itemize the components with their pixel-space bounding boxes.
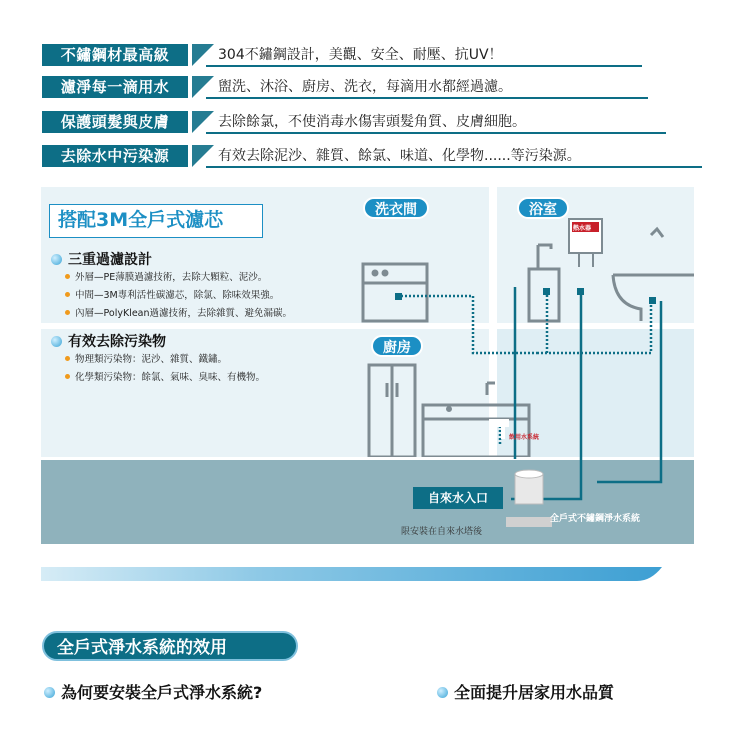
feature-tag: 保護頭髮與皮膚 bbox=[42, 111, 188, 133]
panel-title: 搭配3M全戶式濾芯 bbox=[58, 209, 224, 231]
tag-notch bbox=[192, 44, 214, 66]
divider-gradient-bar bbox=[41, 567, 662, 581]
diagram-illustration bbox=[41, 187, 694, 544]
feature-text: 304不鏽鋼設計，美觀、安全、耐壓、抗UV！ bbox=[218, 47, 503, 63]
question-improve-quality: 全面提升居家用水品質 bbox=[437, 680, 614, 703]
list-item: 物理類污染物：泥沙、雜質、鐵鏽。 bbox=[65, 351, 227, 365]
drinking-system-label: 飲用水系統 bbox=[509, 434, 540, 441]
feature-tag: 去除水中污染源 bbox=[42, 145, 188, 167]
water-heater-label: 熱水器 bbox=[573, 225, 592, 232]
feature-tag: 濾淨每一滴用水 bbox=[42, 76, 188, 98]
filter-panel-title-box bbox=[49, 204, 263, 238]
valve-marker bbox=[577, 288, 584, 295]
bullet-dot-icon bbox=[51, 336, 62, 347]
orange-dot-icon bbox=[65, 356, 70, 361]
list-item: 內層—PolyKlean過濾技術，去除雜質、避免漏碳。 bbox=[65, 305, 292, 319]
feature-row-filter-every-drop bbox=[42, 76, 702, 98]
feature-text: 有效去除泥沙、雜質、餘氯、味道、化學物......等污染源。 bbox=[218, 148, 581, 164]
feature-row-material bbox=[42, 44, 702, 66]
list-item: 中間—3M專利活性碳濾芯，除氯、除味效果強。 bbox=[65, 287, 279, 301]
feature-row-pollutants bbox=[42, 145, 702, 167]
room-label-kitchen: 廚房 bbox=[371, 335, 423, 357]
orange-dot-icon bbox=[65, 274, 70, 279]
water-inlet-label: 自來水入口 bbox=[413, 487, 503, 509]
feature-text: 盥洗、沐浴、廚房、洗衣，每滴用水都經過濾。 bbox=[218, 79, 512, 95]
ground-line bbox=[41, 457, 694, 460]
question-why-install: 為何要安裝全戶式淨水系統? bbox=[44, 680, 262, 703]
underline bbox=[206, 166, 702, 168]
list-item: 化學類污染物：餘氯、氣味、臭味、有機物。 bbox=[65, 369, 265, 383]
ground-strip bbox=[41, 460, 694, 544]
efficacy-section-title: 全戶式淨水系統的效用 bbox=[42, 631, 298, 661]
orange-dot-icon bbox=[65, 310, 70, 315]
bullet-dot-icon bbox=[44, 687, 55, 698]
valve-marker bbox=[543, 288, 550, 295]
underline bbox=[206, 65, 642, 67]
tag-notch bbox=[192, 145, 214, 167]
tag-notch bbox=[192, 76, 214, 98]
tag-notch bbox=[192, 111, 214, 133]
bullet-dot-icon bbox=[51, 254, 62, 265]
underline bbox=[206, 97, 648, 99]
underline bbox=[206, 132, 666, 134]
list-item: 外層—PE薄膜過濾技術，去除大顆粒、泥沙。 bbox=[65, 269, 267, 283]
room-label-laundry: 洗衣間 bbox=[363, 197, 429, 219]
floor-divider bbox=[41, 323, 694, 329]
section-heading-triple-filter: 三重過濾設計 bbox=[51, 249, 152, 269]
feature-row-hair-skin bbox=[42, 111, 702, 133]
feature-text: 去除餘氯，不使消毒水傷害頭髮角質、皮膚細胞。 bbox=[218, 114, 526, 130]
valve-marker bbox=[649, 297, 656, 304]
house-plumbing-diagram bbox=[41, 187, 694, 544]
system-label: 全戶式不鏽鋼淨水系統 bbox=[550, 514, 641, 524]
bullet-dot-icon bbox=[437, 687, 448, 698]
orange-dot-icon bbox=[65, 292, 70, 297]
orange-dot-icon bbox=[65, 374, 70, 379]
feature-tag: 不鏽鋼材最高級 bbox=[42, 44, 188, 66]
install-note: 限安裝在自來水塔後 bbox=[401, 527, 483, 537]
room-label-bathroom: 浴室 bbox=[517, 197, 569, 219]
section-heading-remove-pollutants: 有效去除污染物 bbox=[51, 331, 166, 351]
wall-divider bbox=[489, 187, 497, 457]
valve-marker bbox=[395, 293, 402, 300]
